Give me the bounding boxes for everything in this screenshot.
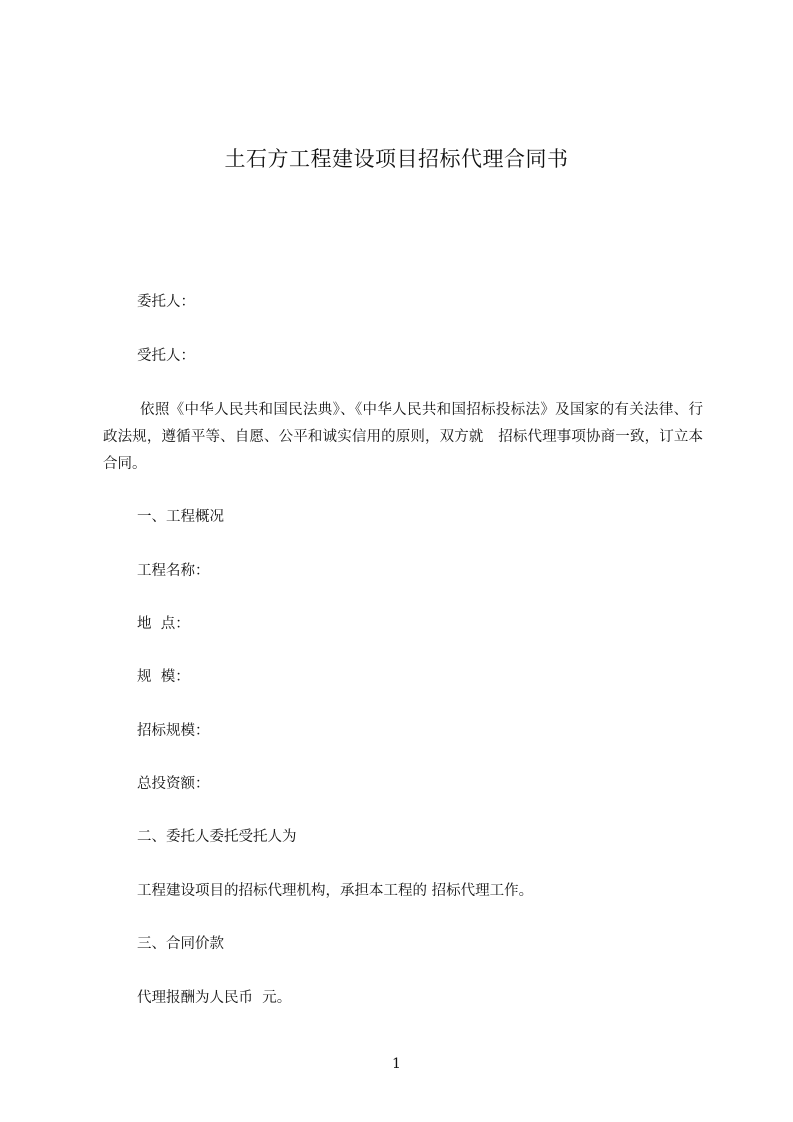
section-2-heading: 二、委托人委托受托人为 — [137, 829, 297, 845]
total-investment-label: 总投资额： — [137, 776, 210, 792]
bidding-scale-label: 招标规模： — [137, 723, 210, 739]
section-2-text: 工程建设项目的招标代理机构，承担本工程的 招标代理工作。 — [137, 883, 534, 899]
location-label: 地 点： — [137, 616, 190, 632]
scale-label: 规 模： — [137, 669, 190, 685]
section-1-heading: 一、工程概况 — [137, 509, 224, 525]
page-number: 1 — [392, 1056, 401, 1072]
intro-paragraph: 依照《中华人民共和国民法典》、《中华人民共和国招标投标法》及国家的有关法律、行政法规，遵循平等、自愿、公平和诚实信用的原则，双方就 招标代理事项协商一致，订立本合同。 — [103, 402, 703, 472]
fee-text: 代理报酬为人民币 元。 — [137, 990, 292, 1006]
project-name-label: 工程名称： — [137, 563, 210, 579]
document-title: 土石方工程建设项目招标代理合同书 — [224, 147, 569, 171]
agent-label: 受托人： — [137, 348, 195, 364]
principal-label: 委托人： — [137, 294, 195, 310]
section-3-heading: 三、合同价款 — [137, 936, 224, 952]
